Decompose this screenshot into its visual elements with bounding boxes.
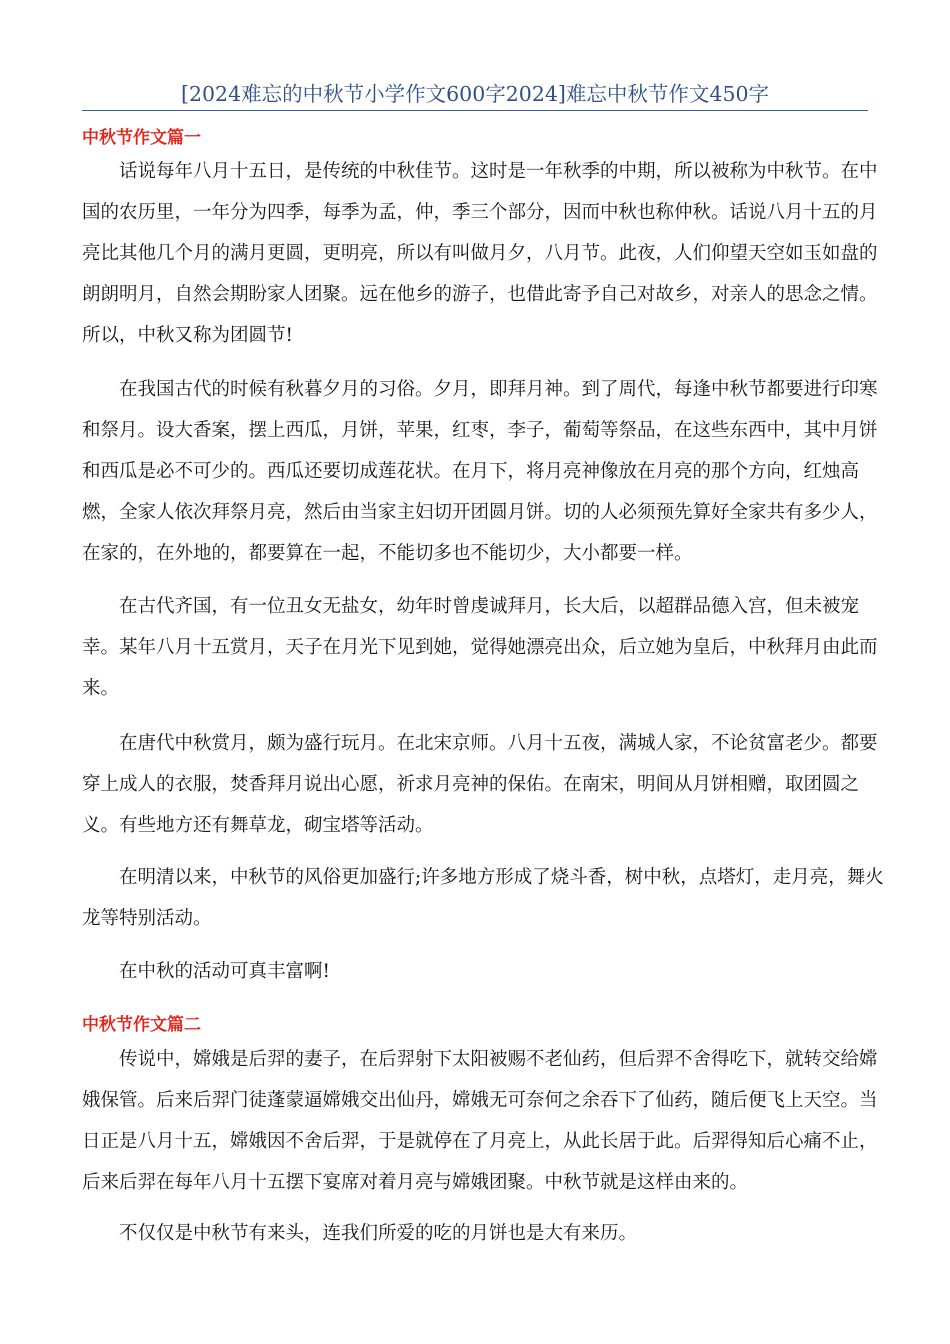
text-line: 穿上成人的衣服，焚香拜月说出心愿，祈求月亮神的保佑。在南宋，明间从月饼相赠，取团圆之 (82, 774, 860, 795)
paragraph (82, 369, 878, 574)
paragraph (82, 151, 878, 356)
paragraph (82, 1039, 878, 1203)
text-line: 后来后羿在每年八月十五摆下宴席对着月亮与嫦娥团聚。中秋节就是这样由来的。 (82, 1172, 749, 1193)
text-line: 燃，全家人依次拜祭月亮，然后由当家主妇切开团圆月饼。切的人必须预先算好全家共有多少人， (82, 502, 878, 523)
text-line: 来。 (82, 678, 120, 699)
section-heading-2: 中秋节作文篇二 (82, 1015, 201, 1035)
paragraph (82, 857, 884, 939)
text-line: 义。有些地方还有舞草龙，砌宝塔等活动。 (82, 815, 434, 836)
text-line: 不仅仅是中秋节有来头，连我们所爱的吃的月饼也是大有来历。 (119, 1223, 638, 1244)
document-title: [2024难忘的中秋节小学作文600字2024]难忘中秋节作文450字 (180, 82, 770, 106)
paragraph (82, 951, 868, 992)
text-line: 在中秋的活动可真丰富啊! (119, 961, 330, 982)
text-line: 国的农历里，一年分为四季，每季为孟，仲，季三个部分，因而中秋也称仲秋。话说八月十五的月 (82, 202, 878, 223)
text-line: 在家的，在外地的，都要算在一起，不能切多也不能切少，大小都要一样。 (82, 543, 693, 564)
text-line: 和祭月。设大香案，摆上西瓜，月饼，苹果，红枣，李子，葡萄等祭品，在这些东西中，其中月饼 (82, 420, 878, 441)
text-line: 幸。某年八月十五赏月，天子在月光下见到她，觉得她漂亮出众，后立她为皇后，中秋拜月由此而 (82, 637, 878, 658)
text-line: 在我国古代的时候有秋暮夕月的习俗。夕月，即拜月神。到了周代，每逢中秋节都要进行印寒 (119, 379, 878, 400)
text-line: 话说每年八月十五日，是传统的中秋佳节。这时是一年秋季的中期，所以被称为中秋节。在中 (119, 161, 878, 182)
text-line: 和西瓜是必不可少的。西瓜还要切成莲花状。在月下，将月亮神像放在月亮的那个方向，红烛高 (82, 461, 860, 482)
text-line: 日正是八月十五，嫦娥因不舍后羿，于是就停在了月亮上，从此长居于此。后羿得知后心痛不止， (82, 1131, 878, 1152)
text-line: 亮比其他几个月的满月更圆，更明亮，所以有叫做月夕，八月节。此夜，人们仰望天空如玉如盘的 (82, 243, 878, 264)
text-line: 娥保管。后来后羿门徒蓬蒙逼嫦娥交出仙丹，嫦娥无可奈何之余吞下了仙药，随后便飞上天空。当 (82, 1090, 878, 1111)
text-line: 龙等特别活动。 (82, 908, 212, 929)
text-line: 在唐代中秋赏月，颇为盛行玩月。在北宋京师。八月十五夜，满城人家，不论贫富老少。都要 (119, 733, 878, 754)
text-line: 朗朗明月，自然会期盼家人团聚。远在他乡的游子，也借此寄予自己对故乡，对亲人的思念之情。 (82, 284, 878, 305)
paragraph (82, 586, 878, 709)
paragraph (82, 723, 878, 846)
paragraph (82, 1213, 868, 1254)
text-line: 所以，中秋又称为团圆节! (82, 325, 293, 346)
section-heading-1: 中秋节作文篇一 (82, 128, 201, 148)
text-line: 传说中，嫦娥是后羿的妻子，在后羿射下太阳被赐不老仙药，但后羿不舍得吃下，就转交给嫦 (119, 1049, 878, 1070)
text-line: 在古代齐国，有一位丑女无盐女，幼年时曾虔诚拜月，长大后，以超群品德入宫，但未被宠 (119, 596, 860, 617)
title-divider (82, 110, 868, 111)
text-line: 在明清以来，中秋节的风俗更加盛行;许多地方形成了烧斗香，树中秋，点塔灯，走月亮，舞火 (119, 867, 884, 888)
